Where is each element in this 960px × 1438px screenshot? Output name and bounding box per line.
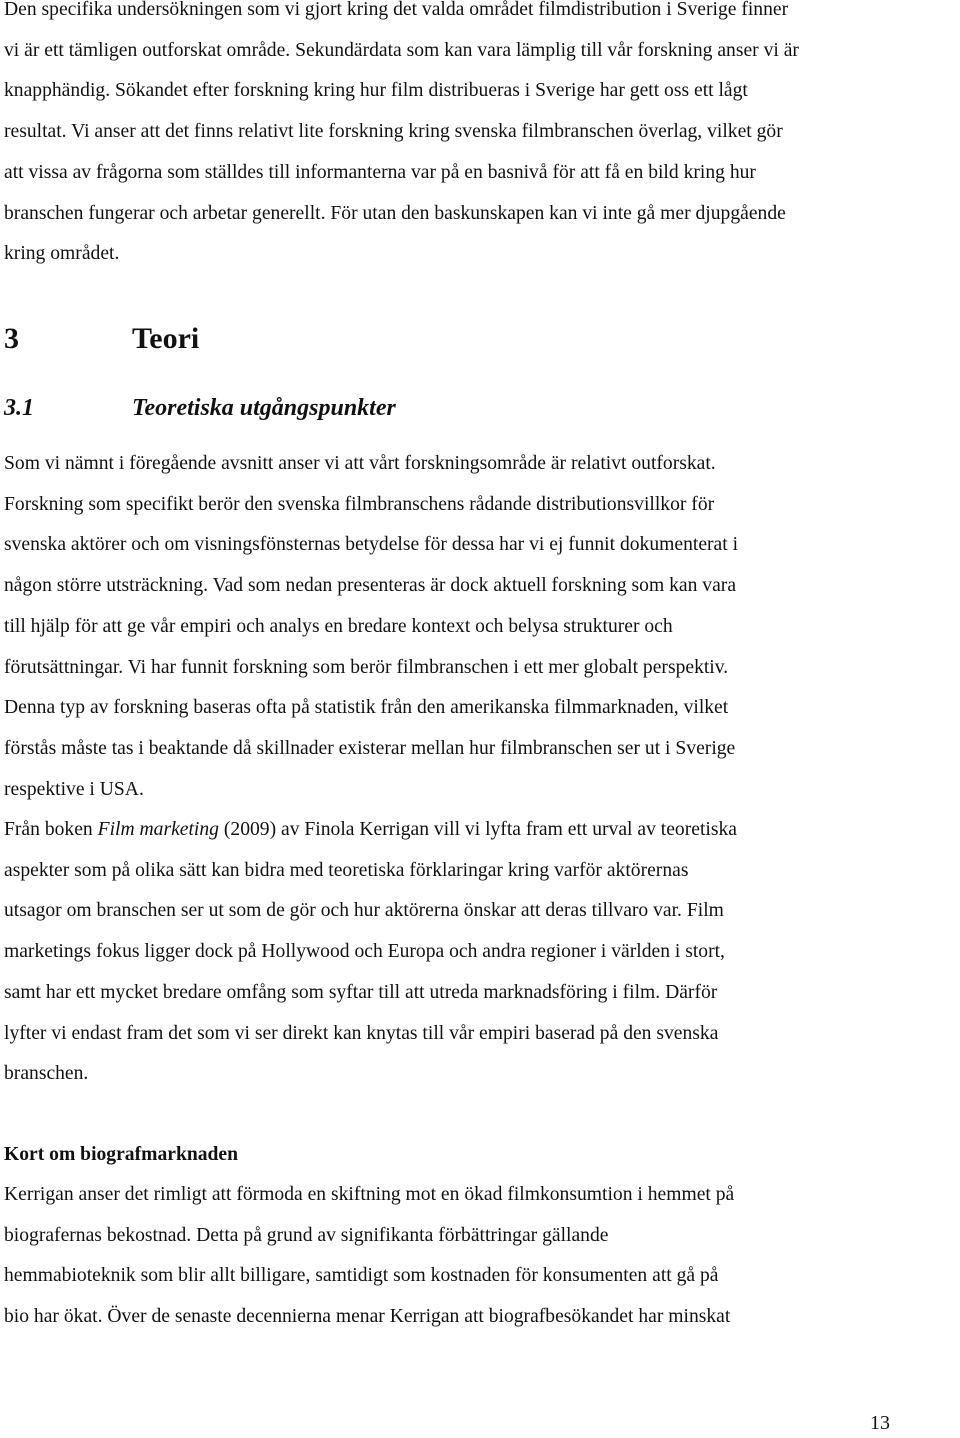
text-line: vi är ett tämligen outforskat område. Sekundärdata som kan vara lämplig till vår forskning anser vi är	[4, 39, 799, 61]
text-line: biografernas bekostnad. Detta på grund av signifikanta förbättringar gällande	[4, 1224, 609, 1246]
text-line: svenska aktörer och om visningsfönsternas betydelse för dessa har vi ej funnit dokumenterat i	[4, 534, 739, 556]
subsection-number: 3.1	[4, 395, 34, 421]
section-number: 3	[4, 322, 19, 355]
subsection-title: Teoretiska utgångspunkter	[132, 395, 396, 421]
text-line: knapphändig. Sökandet efter forskning kring hur film distribueras i Sverige har gett oss ett lågt	[4, 80, 748, 102]
section-heading	[4, 316, 199, 362]
body-paragraph-1	[4, 444, 956, 810]
text-line: förutsättningar. Vi har funnit forskning som berör filmbranschen i ett mer globalt perspektiv.	[4, 656, 729, 678]
text-line: resultat. Vi anser att det finns relativt lite forskning kring svenska filmbranschen överlag, vilket gör	[4, 121, 783, 143]
text-line: bio har ökat. Över de senaste decennierna menar Kerrigan att biografbesökandet har minskat	[4, 1306, 731, 1328]
text-line: Den specifika undersökningen som vi gjort kring det valda området filmdistribution i Sverige finner	[4, 0, 789, 20]
text-line: utsagor om branschen ser ut som de gör och hur aktörerna önskar att deras tillvaro var. Film	[4, 900, 724, 922]
text-line: hemmabioteknik som blir allt billigare, samtidigt som kostnaden för konsumenten att gå på	[4, 1265, 719, 1287]
text-line: kring området.	[4, 243, 120, 265]
text-line: samt har ett mycket bredare omfång som syftar till att utreda marknadsföring i film. Därför	[4, 981, 718, 1003]
text-line: Som vi nämnt i föregående avsnitt anser vi att vårt forskningsområde är relativt outforskat.	[4, 453, 716, 474]
subsection-heading	[4, 388, 396, 428]
text-line: någon större utsträckning. Vad som nedan presenteras är dock aktuell forskning som kan vara	[4, 575, 737, 597]
page-number: 13	[870, 1412, 890, 1434]
text-line: respektive i USA.	[4, 778, 144, 800]
body-paragraph-2	[4, 810, 956, 1095]
text-line: att vissa av frågorna som ställdes till informanterna var på en basnivå för att få en bild kring hur	[4, 161, 756, 183]
body-paragraph-3	[4, 1175, 956, 1338]
text-line: aspekter som på olika sätt kan bidra med teoretiska förklaringar kring varför aktörernas	[4, 859, 689, 881]
text-line: branschen.	[4, 1063, 89, 1085]
book-title: Film marketing	[97, 819, 219, 840]
text-line: branschen fungerar och arbetar generellt. För utan den baskunskapen kan vi inte gå mer djupgående	[4, 202, 786, 224]
text-line: Forskning som specifikt berör den svenska filmbranschens rådande distributionsvillkor för	[4, 493, 715, 515]
text-line: förstås måste tas i beaktande då skillnader existerar mellan hur filmbranschen ser ut i Sverige	[4, 737, 736, 759]
text-line: Denna typ av forskning baseras ofta på statistik från den amerikanska filmmarknaden, vilket	[4, 697, 729, 719]
text-line: marketings fokus ligger dock på Hollywood och Europa och andra regioner i världen i stort,	[4, 941, 725, 963]
text-line: lyfter vi endast fram det som vi ser direkt kan knytas till vår empiri baserad på den svenska	[4, 1022, 719, 1044]
section-title: Teori	[132, 322, 200, 355]
text-line: till hjälp för att ge vår empiri och analys en bredare kontext och belysa strukturer och	[4, 615, 673, 637]
intro-paragraph	[4, 0, 956, 275]
subheading-kort: Kort om biografmarknaden	[4, 1144, 239, 1165]
text-fragment: (2009) av Finola Kerrigan vill vi lyfta fram ett urval av teoretiska	[218, 819, 737, 840]
text-line: Kerrigan anser det rimligt att förmoda en skiftning mot en ökad filmkonsumtion i hemmet på	[4, 1184, 735, 1205]
text-fragment: Från boken	[4, 819, 98, 840]
text-line	[4, 810, 956, 851]
